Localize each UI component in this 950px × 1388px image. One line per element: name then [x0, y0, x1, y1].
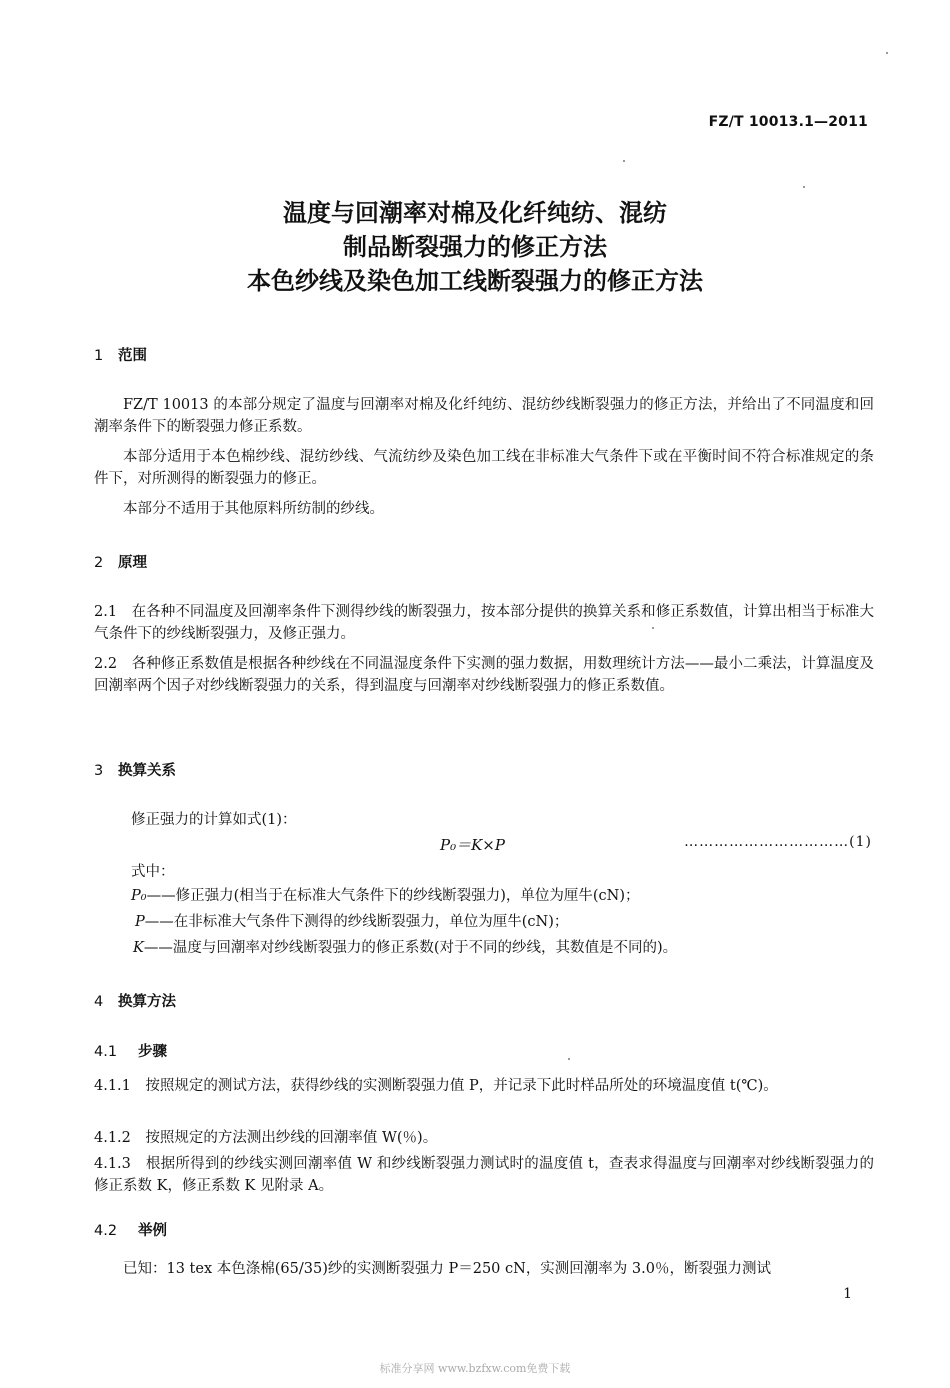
subsection-title: 举例 [138, 1223, 167, 1239]
scan-speck [886, 52, 888, 54]
symbol: K [133, 940, 144, 956]
definition-text: ——在非标准大气条件下测得的纱线断裂强力，单位为厘牛(cN)； [144, 914, 569, 930]
subsection-number: 4.2 [94, 1223, 118, 1239]
subsection-4-1-heading [94, 1040, 167, 1061]
watermark-footer: 标准分享网 www.bzfxw.com免费下载 [379, 1362, 571, 1375]
formula-1: P₀＝K×P [440, 836, 505, 854]
title-line-3: 本色纱线及染色加工线断裂强力的修正方法 [247, 267, 703, 295]
subsection-number: 4.1 [94, 1044, 118, 1060]
subsection-4-2-heading [94, 1219, 167, 1240]
definition-p0 [131, 884, 640, 905]
section-1-paragraph-2: 本部分适用于本色棉纱线、混纺纱线、气流纺纱及染色加工线在非标准大气条件下或在平衡时间不符合标准规定的条件下，对所测得的断裂强力的修正。 [94, 449, 874, 487]
scan-speck [568, 1058, 570, 1060]
definition-text: ——温度与回潮率对纱线断裂强力的修正系数(对于不同的纱线，其数值是不同的)。 [143, 940, 678, 956]
title-line-2: 制品断裂强力的修正方法 [343, 233, 607, 261]
clause-2-2: 2.2 各种修正系数值是根据各种纱线在不同温湿度条件下实测的强力数据，用数理统计方法——最小二乘法，计算温度及回潮率两个因子对纱线断裂强力的关系，得到温度与回潮率对纱线断裂强力的修正系数值。 [94, 656, 874, 694]
formula-intro: 修正强力的计算如式(1)： [131, 812, 297, 828]
scan-speck [623, 160, 625, 162]
document-code: FZ/T 10013.1—2011 [708, 114, 868, 130]
clause-4-1-1: 4.1.1 按照规定的测试方法，获得纱线的实测断裂强力值 P，并记录下此时样品所处的环境温度值 t(℃)。 [94, 1078, 778, 1094]
subsection-title: 步骤 [138, 1044, 167, 1060]
symbol: P₀ [131, 888, 147, 904]
section-title: 范围 [118, 348, 147, 364]
section-2-heading [94, 551, 147, 572]
section-4-heading [94, 990, 176, 1011]
clause-2-1: 2.1 在各种不同温度及回潮率条件下测得纱线的断裂强力，按本部分提供的换算关系和修正系数值，计算出相当于标准大气条件下的纱线断裂强力，及修正强力。 [94, 604, 874, 642]
example-paragraph: 已知：13 tex 本色涤棉(65/35)纱的实测断裂强力 P＝250 cN，实测回潮率为 3.0％，断裂强力测试 [123, 1261, 771, 1277]
scan-speck [652, 627, 654, 629]
definition-k [133, 936, 677, 957]
symbol: P [135, 914, 145, 930]
section-number: 1 [94, 348, 104, 364]
section-1-heading [94, 344, 147, 365]
section-title: 换算关系 [118, 763, 176, 779]
section-number: 2 [94, 555, 104, 571]
formula-number: ……………………………(1) [684, 834, 872, 850]
section-number: 3 [94, 763, 104, 779]
document-title [0, 196, 950, 298]
section-title: 换算方法 [118, 994, 176, 1010]
where-label: 式中： [131, 864, 175, 880]
clause-4-1-3: 4.1.3 根据所得到的纱线实测回潮率值 W 和纱线断裂强力测试时的温度值 t，查表求得温度与回潮率对纱线断裂强力的修正系数 K，修正系数 K 见附录 A。 [94, 1156, 874, 1194]
section-3-heading [94, 759, 176, 780]
section-number: 4 [94, 994, 104, 1010]
definition-p [135, 910, 568, 931]
section-1-paragraph-3: 本部分不适用于其他原料所纺制的纱线。 [123, 501, 384, 517]
title-line-1: 温度与回潮率对棉及化纤纯纺、混纺 [283, 199, 667, 227]
definition-text: ——修正强力(相当于在标准大气条件下的纱线断裂强力)，单位为厘牛(cN)； [146, 888, 640, 904]
clause-4-1-2: 4.1.2 按照规定的方法测出纱线的回潮率值 W(％)。 [94, 1130, 438, 1146]
section-1-paragraph-1: FZ/T 10013 的本部分规定了温度与回潮率对棉及化纤纯纺、混纺纱线断裂强力的修正方法，并给出了不同温度和回潮率条件下的断裂强力修正系数。 [94, 397, 874, 435]
scan-speck [803, 186, 805, 188]
page-number: 1 [843, 1286, 852, 1302]
section-title: 原理 [118, 555, 147, 571]
